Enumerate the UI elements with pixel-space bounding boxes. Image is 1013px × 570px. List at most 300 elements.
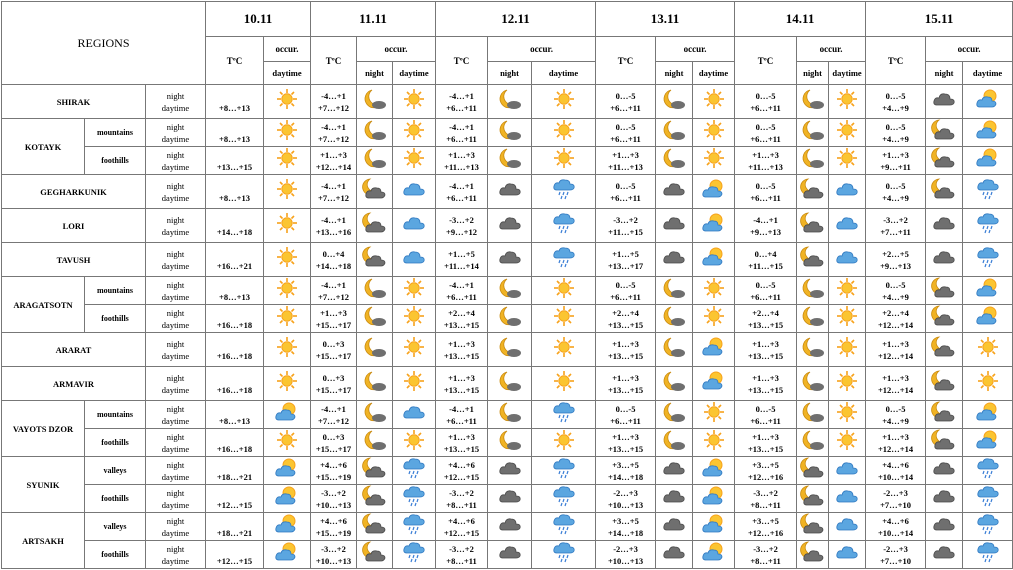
day-temp: +6…+11 [750,133,781,144]
weather-cell [264,401,311,429]
rain-cloud-icon [402,457,426,484]
night-temp: 0…-5 [755,403,776,414]
temperature-cell [436,305,488,333]
temperature-cell: +12…+15 [206,541,264,569]
sun-cloud-icon [275,485,299,512]
temperature-cell [735,401,797,429]
temperature-cell [735,243,797,277]
moon-cloud-icon [801,212,825,239]
temperature-cell [311,333,357,367]
temperature-cell [311,513,357,541]
weather-cell [693,401,735,429]
sun-cloud-icon [702,336,726,363]
blue-cloud-icon [835,214,859,237]
blue-cloud-icon [402,403,426,426]
weather-cell [393,175,436,209]
table-row [2,513,1013,541]
rain-cloud-icon [552,178,576,205]
blue-cloud-icon [402,214,426,237]
temperature-cell [735,119,797,147]
table-row [2,85,1013,119]
temperature-cell [596,243,656,277]
moon-cloud-icon [932,401,956,428]
weather-cell [829,209,866,243]
temperature-cell [596,485,656,513]
moon-icon [662,429,686,456]
night-temp: +1…+3 [882,372,909,383]
sun-icon [703,119,725,146]
night-temp: +1…+3 [320,307,347,318]
weather-cell [963,243,1013,277]
night-temp: +1…+5 [448,248,475,259]
period-labels: night daytime [146,243,206,277]
sun-cloud-icon [702,457,726,484]
moon-cloud-icon [932,305,956,332]
day-temp: +11…+14 [444,260,479,271]
temperature-cell: +16…+18 [206,429,264,457]
weather-cell [963,367,1013,401]
weather-cell [829,147,866,175]
occurrence-header: occur. [488,37,596,62]
day-temp: +8…+11 [750,555,781,566]
day-temp: +13…+15 [607,350,644,361]
night-temp: +1…+3 [752,338,779,349]
cloud-icon [662,515,686,538]
weather-cell [693,541,735,569]
moon-cloud-icon [932,429,956,456]
weather-cell [797,119,829,147]
weather-cell [488,277,532,305]
temperature-cell: +18…+21 [206,457,264,485]
moon-icon [498,305,522,332]
weather-cell [656,401,693,429]
weather-cell [488,401,532,429]
sun-icon [276,370,298,397]
date-header: 13.11 [596,2,735,37]
night-temp: -3…+2 [449,214,474,225]
temperature-cell [735,175,797,209]
temperature-cell: +16…+18 [206,367,264,401]
night-temp: 0…-5 [615,180,636,191]
sun-cloud-icon [976,88,1000,115]
day-temp: +7…+12 [318,291,349,302]
moon-cloud-icon [932,370,956,397]
region-name: KOTAYK [2,119,85,175]
sun-icon [703,401,725,428]
subregion-name: valleys [85,513,146,541]
weather-cell [264,457,311,485]
temp-header: TºC [735,37,797,85]
sun-icon [836,429,858,456]
weather-cell [829,277,866,305]
sun-cloud-icon [702,541,726,568]
night-temp: 0…+4 [754,248,777,259]
temperature-cell [596,333,656,367]
temperature-cell [311,147,357,175]
temperature-cell [436,429,488,457]
weather-cell [264,367,311,401]
day-temp: +6…+11 [610,133,641,144]
table-row [2,243,1013,277]
cloud-icon [498,248,522,271]
sun-icon [276,246,298,273]
night-temp: +1…+3 [448,431,475,442]
sun-icon [977,336,999,363]
sun-cloud-icon [702,178,726,205]
weather-cell [693,175,735,209]
day-temp: +15…+19 [315,471,352,482]
day-temp: +13…+15 [747,384,784,395]
night-temp: -2…+3 [613,543,638,554]
temperature-cell [735,85,797,119]
temperature-cell [866,333,926,367]
day-temp: +6…+11 [610,192,641,203]
weather-cell [963,147,1013,175]
weather-cell [357,243,393,277]
subregion-name: mountains [85,277,146,305]
moon-icon [662,401,686,428]
moon-cloud-icon [932,147,956,174]
weather-cell [264,333,311,367]
rain-cloud-icon [976,212,1000,239]
weather-cell [488,85,532,119]
night-temp: 0…+3 [322,372,345,383]
rain-cloud-icon [552,513,576,540]
moon-icon [801,119,825,146]
cloud-icon [932,515,956,538]
weather-cell [926,541,963,569]
weather-cell [264,119,311,147]
temperature-cell [596,209,656,243]
night-temp: -3…+2 [321,487,346,498]
weather-cell [656,209,693,243]
day-temp: +4…+9 [882,102,909,113]
weather-cell [963,541,1013,569]
weather-cell [532,277,596,305]
moon-icon [801,277,825,304]
temperature-cell [436,367,488,401]
night-temp: -4…+1 [449,90,474,101]
moon-cloud-icon [363,485,387,512]
night-temp: -4…+1 [753,214,778,225]
sun-icon [553,119,575,146]
cloud-icon [932,90,956,113]
rain-cloud-icon [552,485,576,512]
day-temp: +12…+14 [877,350,914,361]
weather-cell [393,485,436,513]
temperature-cell [596,277,656,305]
temperature-cell [436,119,488,147]
weather-cell [264,429,311,457]
sun-icon [403,88,425,115]
night-temp: 0…-5 [755,121,776,132]
moon-icon [363,305,387,332]
moon-icon [363,370,387,397]
weather-cell [963,333,1013,367]
night-temp: 0…-5 [755,279,776,290]
weather-cell [693,147,735,175]
sun-icon [836,88,858,115]
sun-cloud-icon [275,513,299,540]
cloud-icon [498,487,522,510]
night-temp: +4…+6 [882,515,909,526]
period-labels: night daytime [146,277,206,305]
sun-icon [403,370,425,397]
temperature-cell [311,485,357,513]
weather-cell [488,243,532,277]
weather-cell [264,513,311,541]
weather-cell [357,513,393,541]
sun-icon [276,119,298,146]
weather-cell [393,541,436,569]
weather-cell [357,367,393,401]
region-name: LORI [2,209,146,243]
weather-cell [488,119,532,147]
moon-cloud-icon [801,513,825,540]
night-temp: -2…+3 [613,487,638,498]
day-temp: +4…+9 [882,133,909,144]
region-name: ARAGATSOTN [2,277,85,333]
occurrence-header: occur. [357,37,436,62]
temperature-cell [436,175,488,209]
temperature-cell [436,333,488,367]
night-header: night [656,62,693,85]
daytime-header: daytime [963,62,1013,85]
date-header: 11.11 [311,2,436,37]
day-temp: +7…+10 [880,555,912,566]
day-temp: +7…+12 [318,192,349,203]
period-labels: night daytime [146,209,206,243]
table-row [2,209,1013,243]
subregion-name: foothills [85,541,146,569]
date-header: 14.11 [735,2,866,37]
night-temp: -3…+2 [613,214,638,225]
table-row [2,175,1013,209]
sun-icon [703,305,725,332]
table-row [2,541,1013,569]
rain-cloud-icon [976,457,1000,484]
weather-cell [357,333,393,367]
temperature-cell [596,175,656,209]
night-temp: +1…+5 [612,248,639,259]
moon-icon [363,119,387,146]
night-temp: -3…+2 [883,214,908,225]
day-temp: +6…+11 [446,415,477,426]
region-name: GEGHARKUNIK [2,175,146,209]
temperature-cell [436,401,488,429]
temperature-cell: +8…+13 [206,277,264,305]
weather-cell [393,457,436,485]
weather-cell [532,243,596,277]
rain-cloud-icon [552,541,576,568]
blue-cloud-icon [835,248,859,271]
rain-cloud-icon [402,513,426,540]
weather-cell [963,119,1013,147]
temperature-cell [311,367,357,401]
day-temp: +9…+13 [750,226,782,237]
day-temp: +13…+16 [315,226,352,237]
weather-cell [797,305,829,333]
day-temp: +12…+16 [747,527,784,538]
night-temp: +3…+5 [612,459,639,470]
date-header: 10.11 [206,2,311,37]
weather-cell [797,401,829,429]
blue-cloud-icon [835,180,859,203]
moon-icon [498,88,522,115]
temperature-cell [596,305,656,333]
table-row [2,305,1013,333]
region-name: ARTSAKH [2,513,85,569]
sun-cloud-icon [702,370,726,397]
weather-cell [532,333,596,367]
weather-cell [393,367,436,401]
moon-cloud-icon [932,119,956,146]
blue-cloud-icon [835,487,859,510]
period-labels: night daytime [146,513,206,541]
weather-cell [393,85,436,119]
night-temp: -4…+1 [321,121,346,132]
moon-icon [498,336,522,363]
subregion-name: mountains [85,401,146,429]
region-name: SYUNIK [2,457,85,513]
weather-cell [357,429,393,457]
weather-cell [532,209,596,243]
weather-cell [357,277,393,305]
weather-cell [264,305,311,333]
night-temp: +2…+4 [752,307,779,318]
temperature-cell [311,209,357,243]
weather-cell [532,541,596,569]
table-row [2,119,1013,147]
weather-cell [926,277,963,305]
table-row [2,367,1013,401]
cloud-icon [932,248,956,271]
weather-cell [926,209,963,243]
night-temp: +2…+4 [882,307,909,318]
sun-icon [703,429,725,456]
weather-cell [797,333,829,367]
night-temp: 0…-5 [615,90,636,101]
temperature-cell [735,209,797,243]
night-temp: -4…+1 [449,279,474,290]
day-temp: +13…+17 [607,260,644,271]
night-temp: 0…-5 [615,279,636,290]
weather-cell [829,175,866,209]
temperature-cell: +16…+21 [206,243,264,277]
weather-cell [693,305,735,333]
temperature-cell [436,457,488,485]
table-row [2,429,1013,457]
sun-icon [276,305,298,332]
sun-icon [276,178,298,205]
day-temp: +10…+13 [315,499,352,510]
day-temp: +6…+11 [446,192,477,203]
day-temp: +12…+16 [747,471,784,482]
weather-cell [829,485,866,513]
moon-icon [801,401,825,428]
weather-cell [488,541,532,569]
moon-icon [363,277,387,304]
moon-icon [363,147,387,174]
weather-cell [656,333,693,367]
weather-cell [656,175,693,209]
daytime-header: daytime [829,62,866,85]
weather-cell [829,401,866,429]
temperature-cell: +14…+18 [206,209,264,243]
sun-icon [276,147,298,174]
sun-icon [403,305,425,332]
moon-icon [662,305,686,332]
weather-cell [693,85,735,119]
temperature-cell [596,513,656,541]
subregion-name: foothills [85,305,146,333]
temperature-cell [735,147,797,175]
period-labels: night daytime [146,485,206,513]
sun-icon [553,336,575,363]
temperature-cell [311,457,357,485]
weather-cell [963,485,1013,513]
cloud-icon [662,459,686,482]
forecast-body [2,85,1013,569]
weather-cell [532,401,596,429]
sun-icon [276,429,298,456]
night-temp: +1…+3 [448,338,475,349]
night-temp: +3…+5 [752,515,779,526]
region-name: ARMAVIR [2,367,146,401]
cloud-icon [932,459,956,482]
period-labels: night daytime [146,429,206,457]
cloud-icon [662,248,686,271]
night-temp: -4…+1 [321,214,346,225]
moon-cloud-icon [363,178,387,205]
moon-icon [363,336,387,363]
weather-cell [797,457,829,485]
night-temp: +3…+5 [752,459,779,470]
night-temp: +1…+3 [448,149,475,160]
weather-cell [393,119,436,147]
day-temp: +9…+12 [446,226,477,237]
weather-cell [264,541,311,569]
sun-icon [703,147,725,174]
moon-icon [498,370,522,397]
moon-cloud-icon [932,277,956,304]
weather-cell [357,305,393,333]
day-temp: +10…+14 [877,471,914,482]
temperature-cell [866,119,926,147]
sun-icon [836,277,858,304]
weather-cell [829,333,866,367]
night-temp: 0…-5 [755,90,776,101]
moon-cloud-icon [932,178,956,205]
rain-cloud-icon [976,541,1000,568]
day-temp: +8…+11 [750,499,781,510]
weather-cell [532,429,596,457]
weather-cell [264,209,311,243]
weather-cell [797,277,829,305]
weather-cell [656,541,693,569]
weather-cell [532,119,596,147]
weather-cell [656,243,693,277]
table-row [2,401,1013,429]
day-temp: +6…+11 [750,192,781,203]
temperature-cell [311,305,357,333]
temp-header: TºC [596,37,656,85]
day-temp: +11…+13 [748,161,783,172]
weather-cell [797,367,829,401]
subregion-name: foothills [85,429,146,457]
weather-cell [393,209,436,243]
weather-cell [488,457,532,485]
